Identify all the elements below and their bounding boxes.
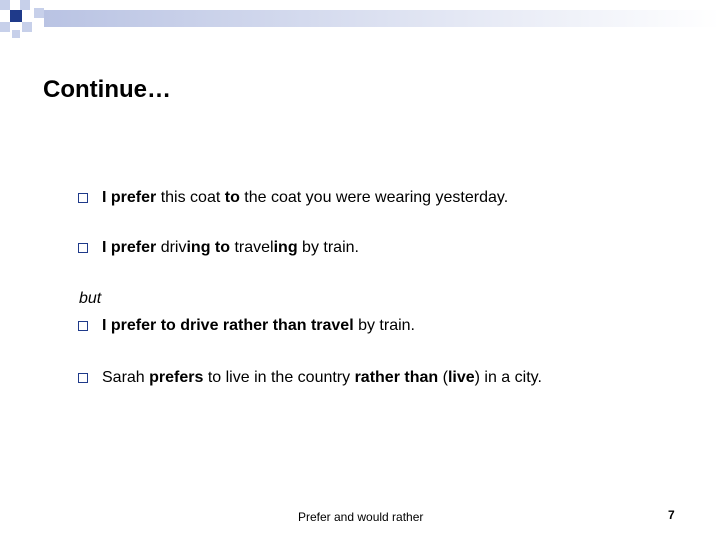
text-run: this coat	[156, 189, 225, 206]
text-run: live	[447, 369, 475, 386]
text-run: ) in a city.	[474, 369, 542, 386]
text-run: (	[438, 369, 448, 386]
text-run: I prefer	[102, 189, 157, 206]
header-decoration	[0, 0, 720, 40]
slide-footer: Prefer and would rather	[298, 510, 424, 524]
bullet-text	[102, 239, 359, 257]
bullet-item	[78, 186, 508, 210]
text-run: to	[224, 189, 240, 206]
bullet-text	[102, 189, 508, 207]
slide-title: Continue…	[43, 76, 171, 103]
text-run: by train.	[297, 239, 359, 256]
text-run: travel	[230, 239, 274, 256]
bullet-item	[78, 314, 415, 338]
but-label: but	[79, 290, 102, 307]
text-run: by train.	[353, 317, 415, 334]
text-run: I prefer	[102, 239, 157, 256]
text-run: to live in the country	[203, 369, 355, 386]
bullet-text	[102, 369, 542, 387]
text-run: ing to	[186, 239, 231, 256]
bullet-item	[78, 366, 542, 390]
text-run: Sarah	[102, 369, 150, 386]
text-run: the coat you were wearing yesterday.	[239, 189, 509, 206]
text-run: ing	[273, 239, 298, 256]
square-bullet-icon	[78, 321, 88, 331]
page-number: 7	[668, 508, 675, 522]
text-run: driv	[156, 239, 187, 256]
text-run: prefers	[149, 369, 204, 386]
bullet-text	[102, 317, 415, 335]
text-run: I prefer to drive rather than travel	[102, 317, 354, 334]
square-bullet-icon	[78, 243, 88, 253]
square-bullet-icon	[78, 373, 88, 383]
text-run: rather than	[354, 369, 439, 386]
square-bullet-icon	[78, 193, 88, 203]
bullet-item	[78, 236, 359, 260]
